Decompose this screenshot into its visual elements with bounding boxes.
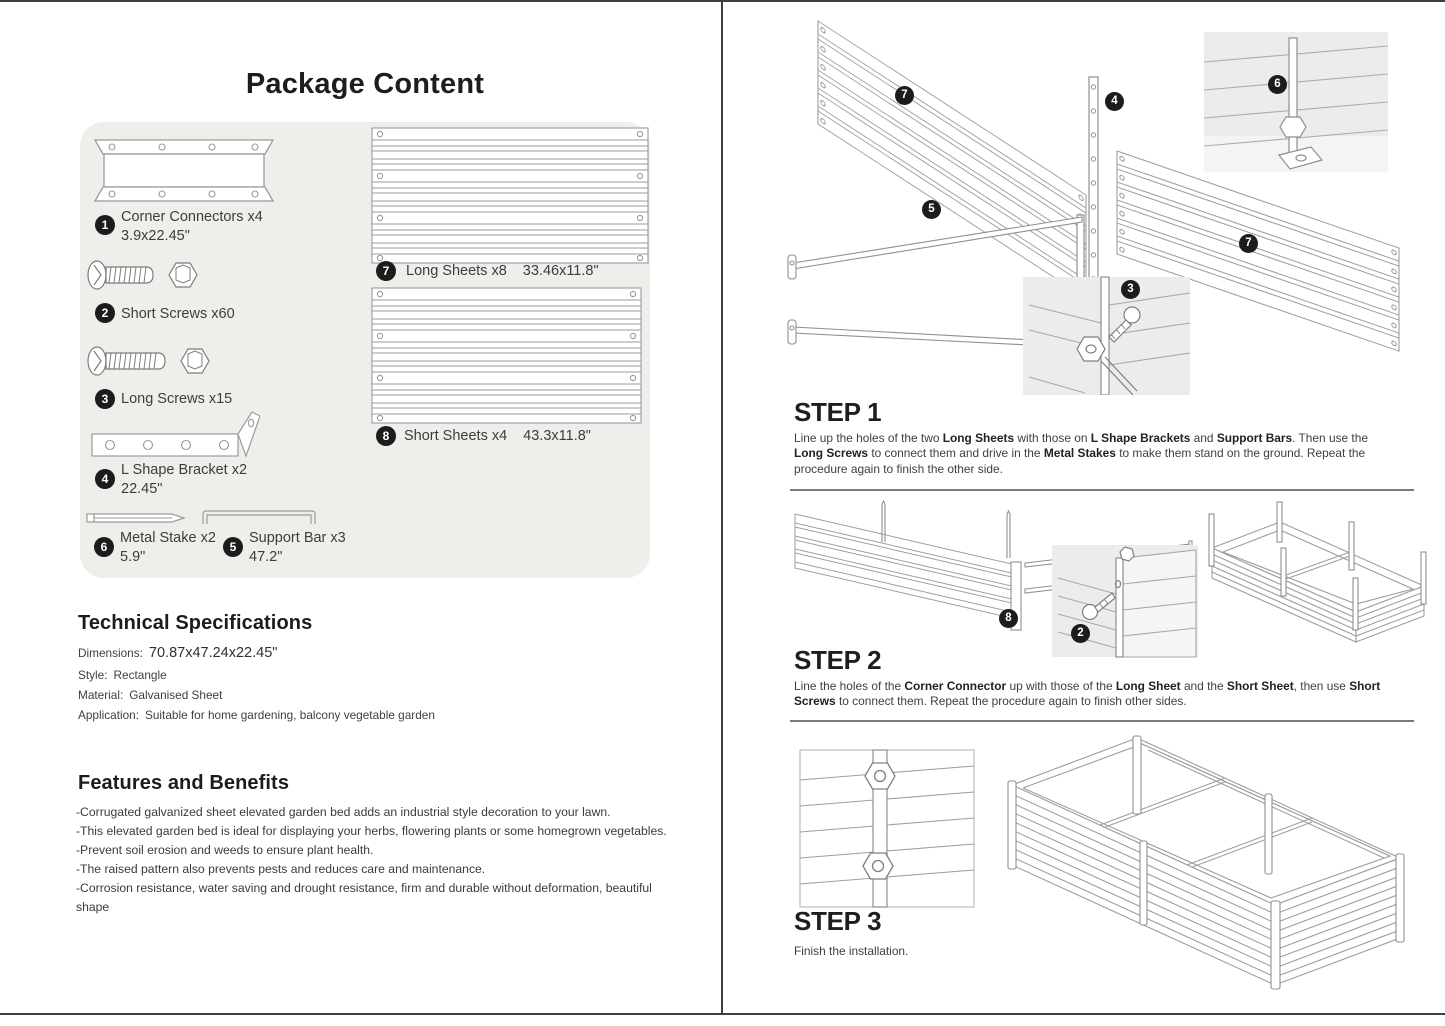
step2-badge-2: 2 [1071,624,1090,643]
part-5-item [249,529,346,566]
step1-body: Line up the holes of the two Long Sheets with those on L Shape Brackets and Support Bars. Then use the Long Screws to connect them and drive in the Metal Stakes to make them stand on the ground. Repeat the procedure again to finish the other side. [794,431,1368,476]
step1-separator [790,489,1414,491]
spec-style: Style: Rectangle [78,668,167,682]
step2-separator [790,720,1414,722]
feature-line: -This elevated garden bed is ideal for displaying your herbs, flowering plants or some homegrown vegetables. [76,824,667,838]
support-bar-drawing [201,508,317,526]
step1-badge-5: 5 [922,200,941,219]
step3-body: Finish the installation. [794,944,909,958]
tech-specs-title: Technical Specifications [78,612,313,634]
feature-line: -Corrugated galvanized sheet elevated garden bed adds an industrial style decoration to your lawn. [76,805,611,819]
part-8-label: Short Sheets x4 [404,428,508,444]
part-7-badge: 7 [376,261,396,281]
features-title: Features and Benefits [78,772,290,794]
step1-diagram [785,5,1441,395]
part-7-dim: 33.46x11.8" [522,263,599,279]
long-sheets-drawing [371,127,649,264]
spec-application: Application: Suitable for home gardening, balcony vegetable garden [78,708,435,722]
feature-line: -Corrosion resistance, water saving and drought resistance, firm and durable without deformation, beautiful shape [76,881,652,914]
step3-title: STEP 3 [794,906,882,936]
long-screw-drawing [86,342,212,380]
part-8-item [404,427,591,445]
step2-body: Line the holes of the Corner Connector up with those of the Long Sheet and the Short Sheet, then use Short Screws to connect them. Repeat the procedure again to finish other sides. [794,679,1381,709]
frame-vertical-divider [721,2,723,1015]
feature-line: -Prevent soil erosion and weeds to ensure plant health. [76,843,374,857]
part-5-badge: 5 [223,537,243,557]
step1-badge-3: 3 [1121,280,1140,299]
features-list [76,803,686,917]
part-6-dim: 5.9" [120,549,146,565]
part-8-dim: 43.3x11.8" [523,428,591,444]
part-4-item [121,461,247,498]
step1-badge-6: 6 [1268,75,1287,94]
step1-title: STEP 1 [794,397,882,427]
corner-connector-drawing [92,134,276,208]
step3-inset-bolt-detail [800,750,974,907]
part-1-badge: 1 [95,215,115,235]
step2-title: STEP 2 [794,645,882,675]
step2-diagram [785,500,1441,662]
l-bracket-drawing [90,410,260,460]
metal-stake-drawing [86,510,188,526]
feature-line: -The raised pattern also prevents pests and reduces care and maintenance. [76,862,486,876]
step1-badge-7-right: 7 [1239,234,1258,253]
part-6-label: Metal Stake x2 [120,530,216,546]
part-8-badge: 8 [376,426,396,446]
short-sheets-drawing [371,287,642,424]
page-title: Package Content [245,68,485,100]
part-2-badge: 2 [95,303,115,323]
part-1-label: Corner Connectors x4 [121,209,263,225]
part-4-label: L Shape Bracket x2 [121,462,248,478]
step1-inset-screw-detail [1023,277,1190,395]
step1-badge-4: 4 [1105,92,1124,111]
part-1-dim: 3.9x22.45" [121,228,190,244]
part-7-item [406,262,599,280]
step1-inset-stake-detail [1204,32,1388,172]
short-screw-drawing [86,256,208,294]
step1-badge-7-left: 7 [895,86,914,105]
spec-dimensions: Dimensions: 70.87x47.24x22.45" [78,645,278,661]
part-7-label: Long Sheets x8 [406,263,507,279]
part-3-label: Long Screws x15 [121,391,233,407]
tech-specs-list [78,643,678,725]
part-6-item [120,529,216,566]
part-5-dim: 47.2" [249,549,283,565]
part-6-badge: 6 [94,537,114,557]
part-3-badge: 3 [95,389,115,409]
part-4-dim: 22.45" [121,481,163,497]
spec-material: Material: Galvanised Sheet [78,688,223,702]
step2-badge-8: 8 [999,609,1018,628]
part-2-label: Short Screws x60 [121,306,235,322]
step3-diagram [785,728,1445,1012]
part-4-badge: 4 [95,469,115,489]
part-5-label: Support Bar x3 [249,530,346,546]
part-1-item [121,208,263,245]
